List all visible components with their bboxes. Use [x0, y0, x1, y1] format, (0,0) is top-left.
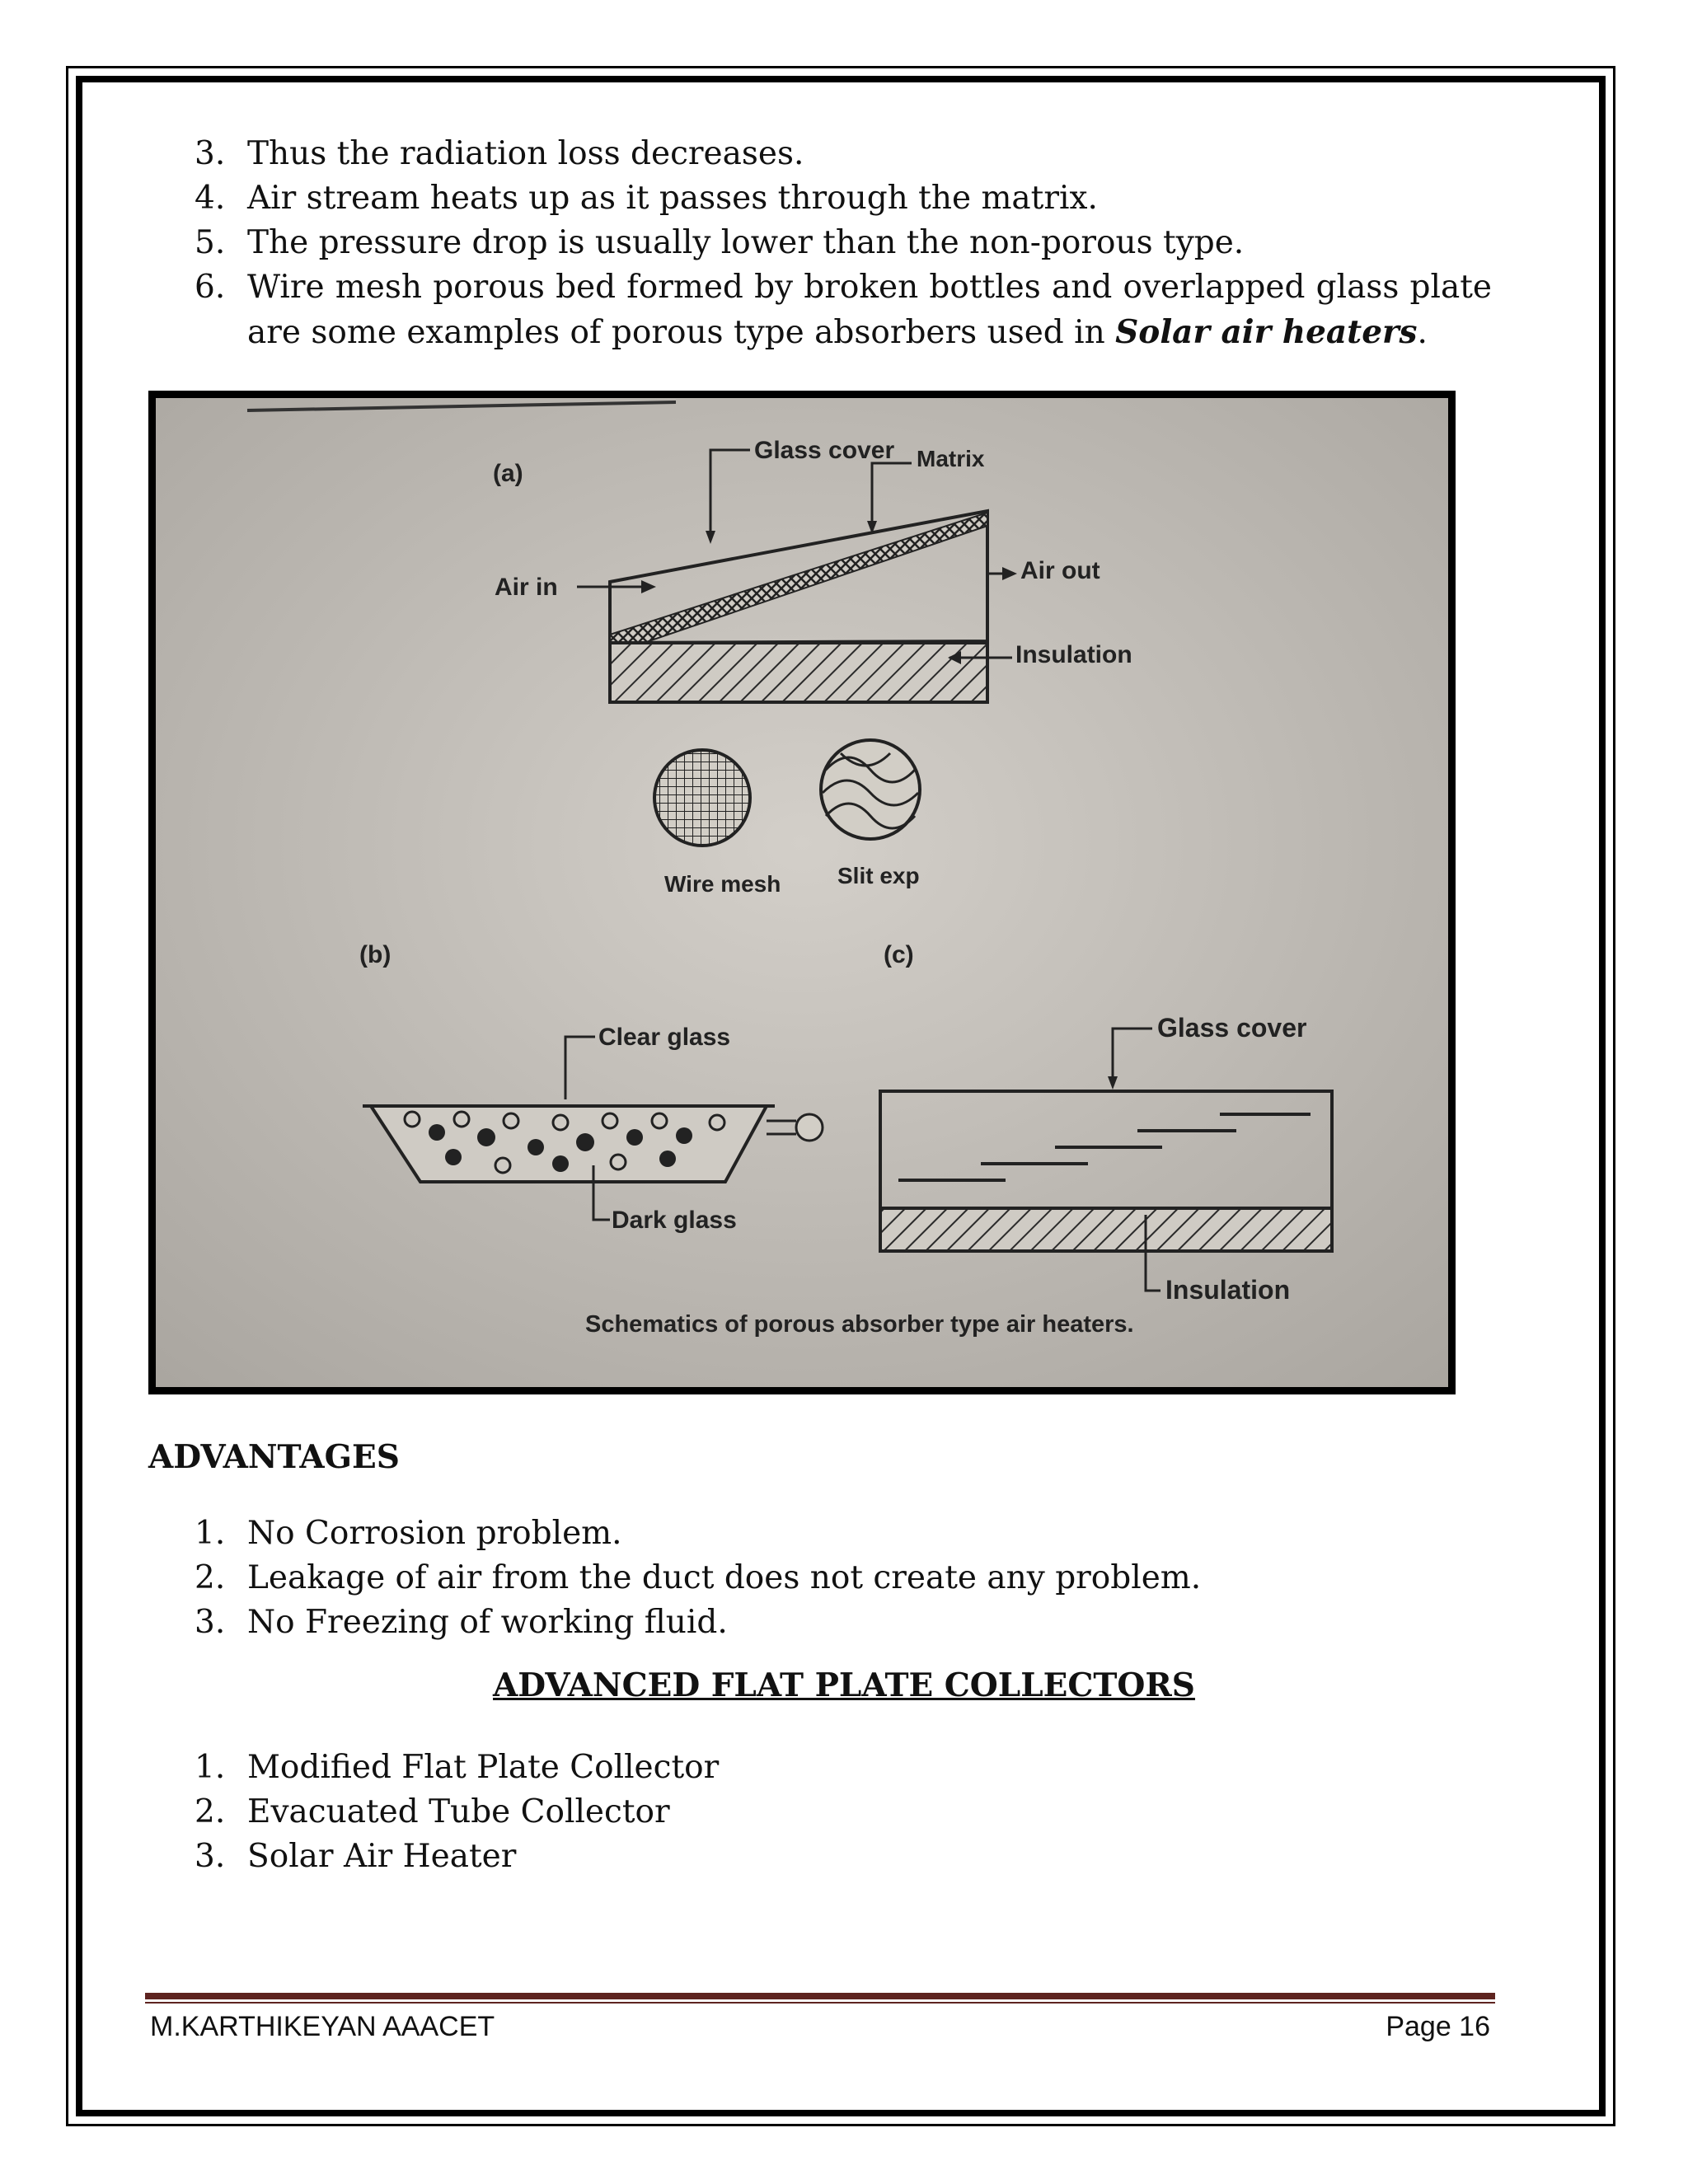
list-text: No Freezing of working fluid. [247, 1604, 728, 1641]
list-number: 1. [195, 1515, 226, 1552]
advanced-collectors-heading: ADVANCED FLAT PLATE COLLECTORS [493, 1666, 1195, 1704]
insulation-c [880, 1208, 1332, 1251]
list-number: 6. [195, 269, 226, 306]
list-number: 3. [195, 135, 226, 172]
clear-glass-label: Clear glass [598, 1024, 731, 1051]
glass-cover-a-label: Glass cover [754, 437, 895, 464]
outlet-valve-icon [796, 1114, 823, 1141]
porous-absorber-figure [148, 391, 1456, 1394]
list-number: 4. [195, 180, 226, 217]
list-item [195, 1511, 1201, 1556]
footer-author: M.KARTHIKEYAN AAACET [150, 2011, 495, 2042]
label-c: (c) [884, 941, 914, 968]
air-in-label: Air in [495, 574, 558, 601]
list-text: Wire mesh porous bed formed by broken bottles and overlapped glass plate are some examples of porous type absorbers used in [247, 269, 1492, 351]
advantages-list [195, 1511, 1201, 1645]
footer-page-number: Page 16 [1386, 2011, 1490, 2042]
list-text: Evacuated Tube Collector [247, 1793, 670, 1830]
list-item [195, 221, 1492, 265]
list-item [195, 1556, 1201, 1601]
list-number: 1. [195, 1749, 226, 1786]
insulation-c-label: Insulation [1165, 1275, 1291, 1305]
list-text: Modified Flat Plate Collector [247, 1749, 720, 1786]
glass-cover-c-label: Glass cover [1157, 1013, 1307, 1043]
list-number: 2. [195, 1793, 226, 1830]
list-number: 5. [195, 224, 226, 261]
dark-glass-label: Dark glass [612, 1207, 737, 1234]
list-text: Solar Air Heater [247, 1838, 517, 1875]
list-text: Thus the radiation loss decreases. [247, 135, 804, 172]
list-text: No Corrosion problem. [247, 1515, 622, 1552]
list-number: 2. [195, 1559, 226, 1596]
list-item [195, 1835, 719, 1879]
label-a: (a) [493, 460, 523, 487]
insulation-a-label: Insulation [1015, 641, 1132, 668]
porous-bed-trough [371, 1106, 767, 1182]
label-b: (b) [359, 941, 392, 968]
matrix-label: Matrix [917, 446, 985, 471]
list-item [195, 132, 1492, 176]
advanced-collectors-list [195, 1746, 719, 1879]
wire-mesh-icon [654, 750, 750, 846]
list-item [195, 1746, 719, 1790]
list-number: 3. [195, 1838, 226, 1875]
list-text: The pressure drop is usually lower than the non-porous type. [247, 224, 1245, 261]
list-number: 3. [195, 1604, 226, 1641]
figure-caption: Schematics of porous absorber type air heaters. [585, 1311, 1134, 1338]
list-item [195, 265, 1492, 355]
list-item [195, 1790, 719, 1835]
list-item [195, 1601, 1201, 1645]
list-text: Air stream heats up as it passes through the matrix. [247, 180, 1098, 217]
slit-exp-label: Slit exp [837, 863, 920, 888]
list-item [195, 176, 1492, 221]
footer-rule [145, 1993, 1495, 2004]
advantages-heading: ADVANTAGES [148, 1438, 400, 1476]
list-text: Leakage of air from the duct does not create any problem. [247, 1559, 1202, 1596]
list-text-end: . [1417, 314, 1428, 351]
air-out-label: Air out [1020, 557, 1100, 584]
top-list [195, 132, 1492, 355]
wire-mesh-label: Wire mesh [664, 871, 781, 897]
insulation-a [610, 643, 987, 702]
figure-svg [148, 391, 1456, 1394]
emphasis-text: Solar air heaters [1115, 313, 1418, 351]
